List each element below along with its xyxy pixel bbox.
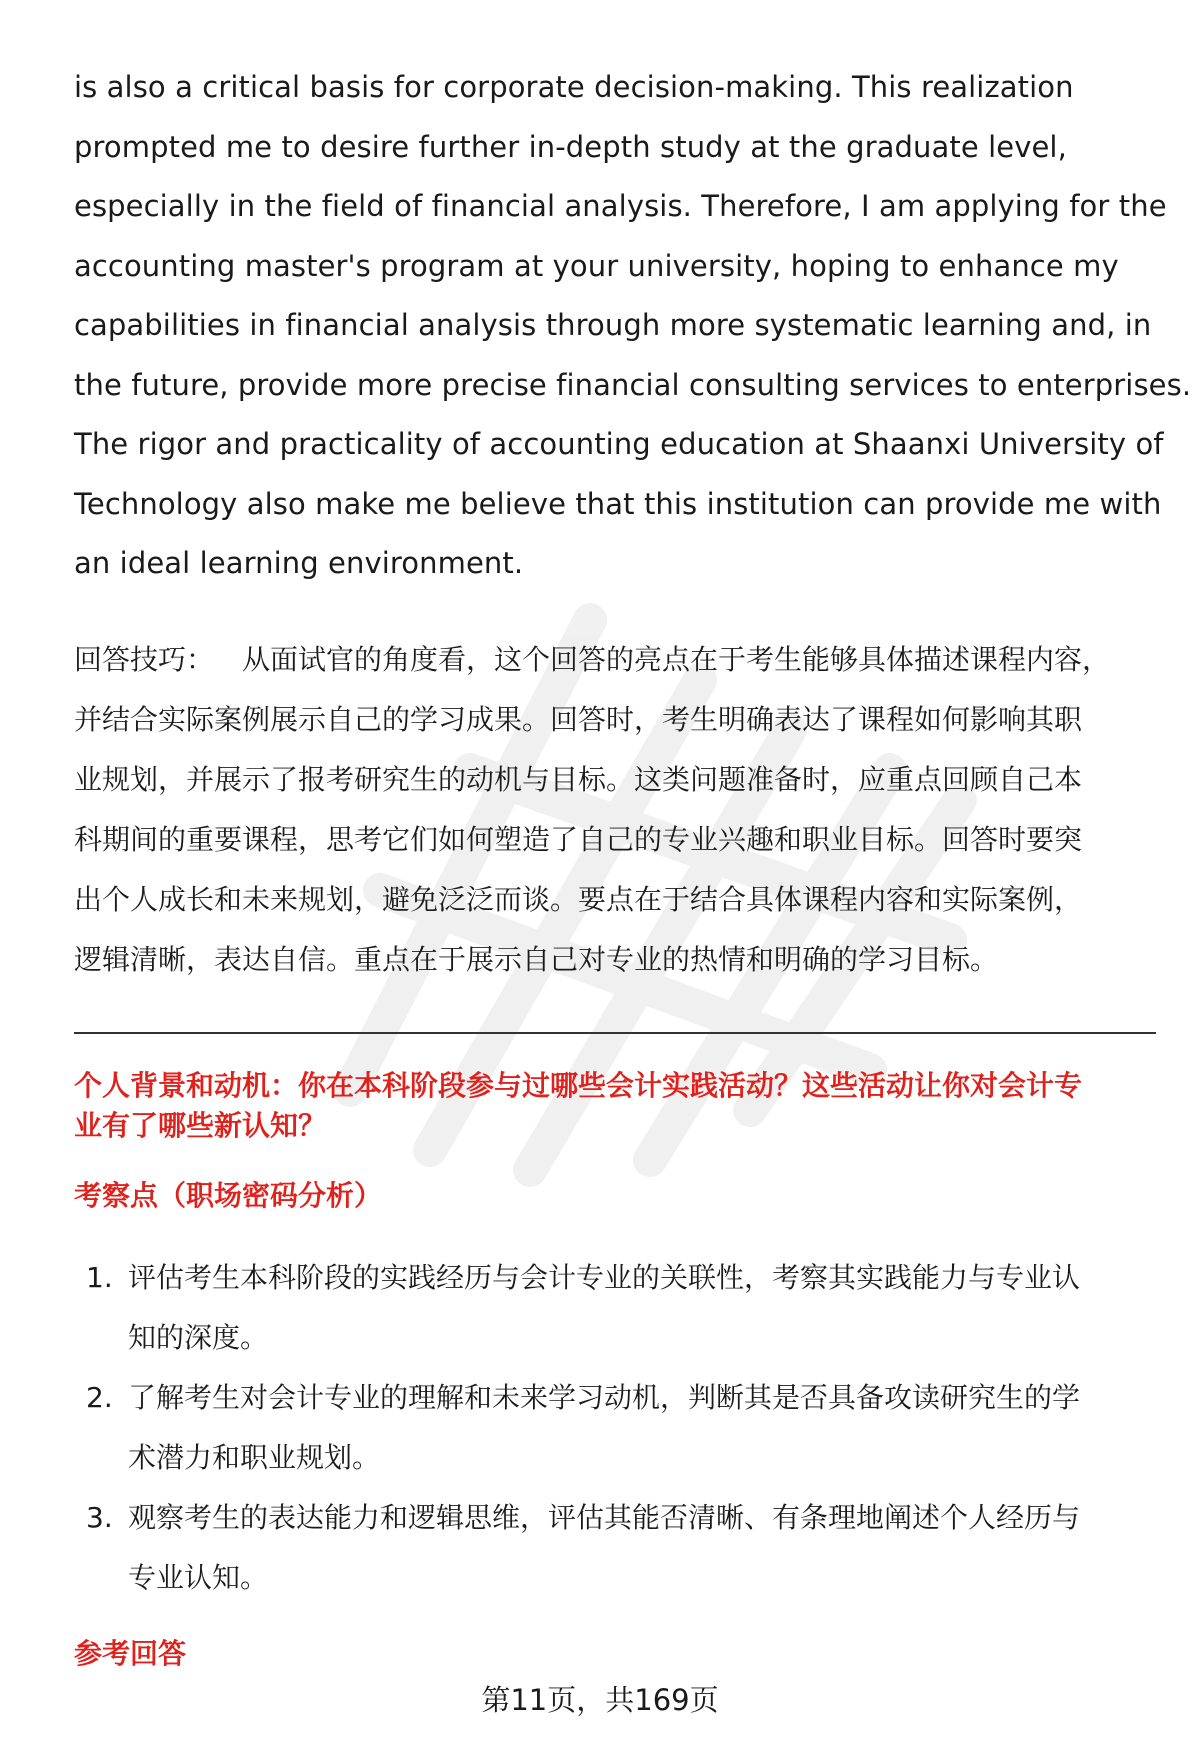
paragraph-line: especially in the field of financial analysis. Therefore, I am applying for the bbox=[74, 189, 1167, 223]
paragraph-line: Technology also make me believe that this institution can provide me with bbox=[74, 486, 1162, 521]
list-number: 2. bbox=[86, 1380, 113, 1414]
focus-list bbox=[74, 1248, 1156, 1608]
paragraph-line: is also a critical basis for corporate decision-making. This realization bbox=[74, 70, 1074, 104]
list-item bbox=[74, 1488, 1156, 1608]
tip-line bbox=[74, 630, 1156, 690]
tip-line: 出个人成长和未来规划，避免泛泛而谈。要点在于结合具体课程内容和实际案例， bbox=[74, 882, 1083, 916]
paragraph-line: prompted me to desire further in-depth study at the graduate level, bbox=[74, 129, 1067, 164]
tip-line: 业规划，并展示了报考研究生的动机与目标。这类问题准备时，应重点回顾自己本 bbox=[74, 762, 1083, 796]
document-page bbox=[74, 58, 1192, 1674]
tip-label: 回答技巧： bbox=[74, 642, 215, 676]
paragraph-line: the future, provide more precise financial consulting services to enterprises. bbox=[74, 367, 1192, 402]
list-item bbox=[74, 1368, 1156, 1488]
paragraph-line: accounting master's program at your university, hoping to enhance my bbox=[74, 248, 1119, 283]
question-heading bbox=[74, 1066, 1156, 1146]
list-item-line: 观察考生的表达能力和逻辑思维，评估其能否清晰、有条理地阐述个人经历与 bbox=[128, 1500, 1081, 1534]
page-number-footer: 第11页，共169页 bbox=[481, 1683, 719, 1717]
question-line: 个人背景和动机：你在本科阶段参与过哪些会计实践活动？这些活动让你对会计专 bbox=[74, 1068, 1083, 1102]
list-number: 1. bbox=[86, 1260, 113, 1294]
list-item-line: 专业认知。 bbox=[128, 1560, 269, 1594]
list-item-line: 术潜力和职业规划。 bbox=[128, 1440, 381, 1474]
list-item bbox=[74, 1248, 1156, 1368]
tip-line: 逻辑清晰，表达自信。重点在于展示自己对专业的热情和明确的学习目标。 bbox=[74, 942, 999, 976]
tip-line: 并结合实际案例展示自己的学习成果。回答时，考生明确表达了课程如何影响其职 bbox=[74, 702, 1083, 736]
list-item-line: 评估考生本科阶段的实践经历与会计专业的关联性，考察其实践能力与专业认 bbox=[128, 1260, 1081, 1294]
paragraph-line: The rigor and practicality of accounting education at Shaanxi University of bbox=[74, 427, 1164, 461]
tip-line: 科期间的重要课程，思考它们如何塑造了自己的专业兴趣和职业目标。回答时要突 bbox=[74, 822, 1083, 856]
paragraph-line: capabilities in financial analysis through more systematic learning and, in bbox=[74, 308, 1152, 342]
list-item-line: 了解考生对会计专业的理解和未来学习动机，判断其是否具备攻读研究生的学 bbox=[128, 1380, 1081, 1414]
paragraph-line: an ideal learning environment. bbox=[74, 546, 524, 580]
list-item-line: 知的深度。 bbox=[128, 1320, 269, 1354]
list-number: 3. bbox=[86, 1500, 113, 1534]
answer-tips-paragraph bbox=[74, 630, 1156, 990]
question-line: 业有了哪些新认知？ bbox=[74, 1108, 327, 1142]
reference-answer-heading: 参考回答 bbox=[74, 1636, 187, 1670]
focus-heading: 考察点（职场密码分析） bbox=[74, 1178, 383, 1212]
tip-text: 从面试官的角度看，这个回答的亮点在于考生能够具体描述课程内容， bbox=[242, 642, 1111, 676]
section-divider bbox=[74, 1032, 1156, 1034]
english-answer-paragraph bbox=[74, 58, 1192, 594]
